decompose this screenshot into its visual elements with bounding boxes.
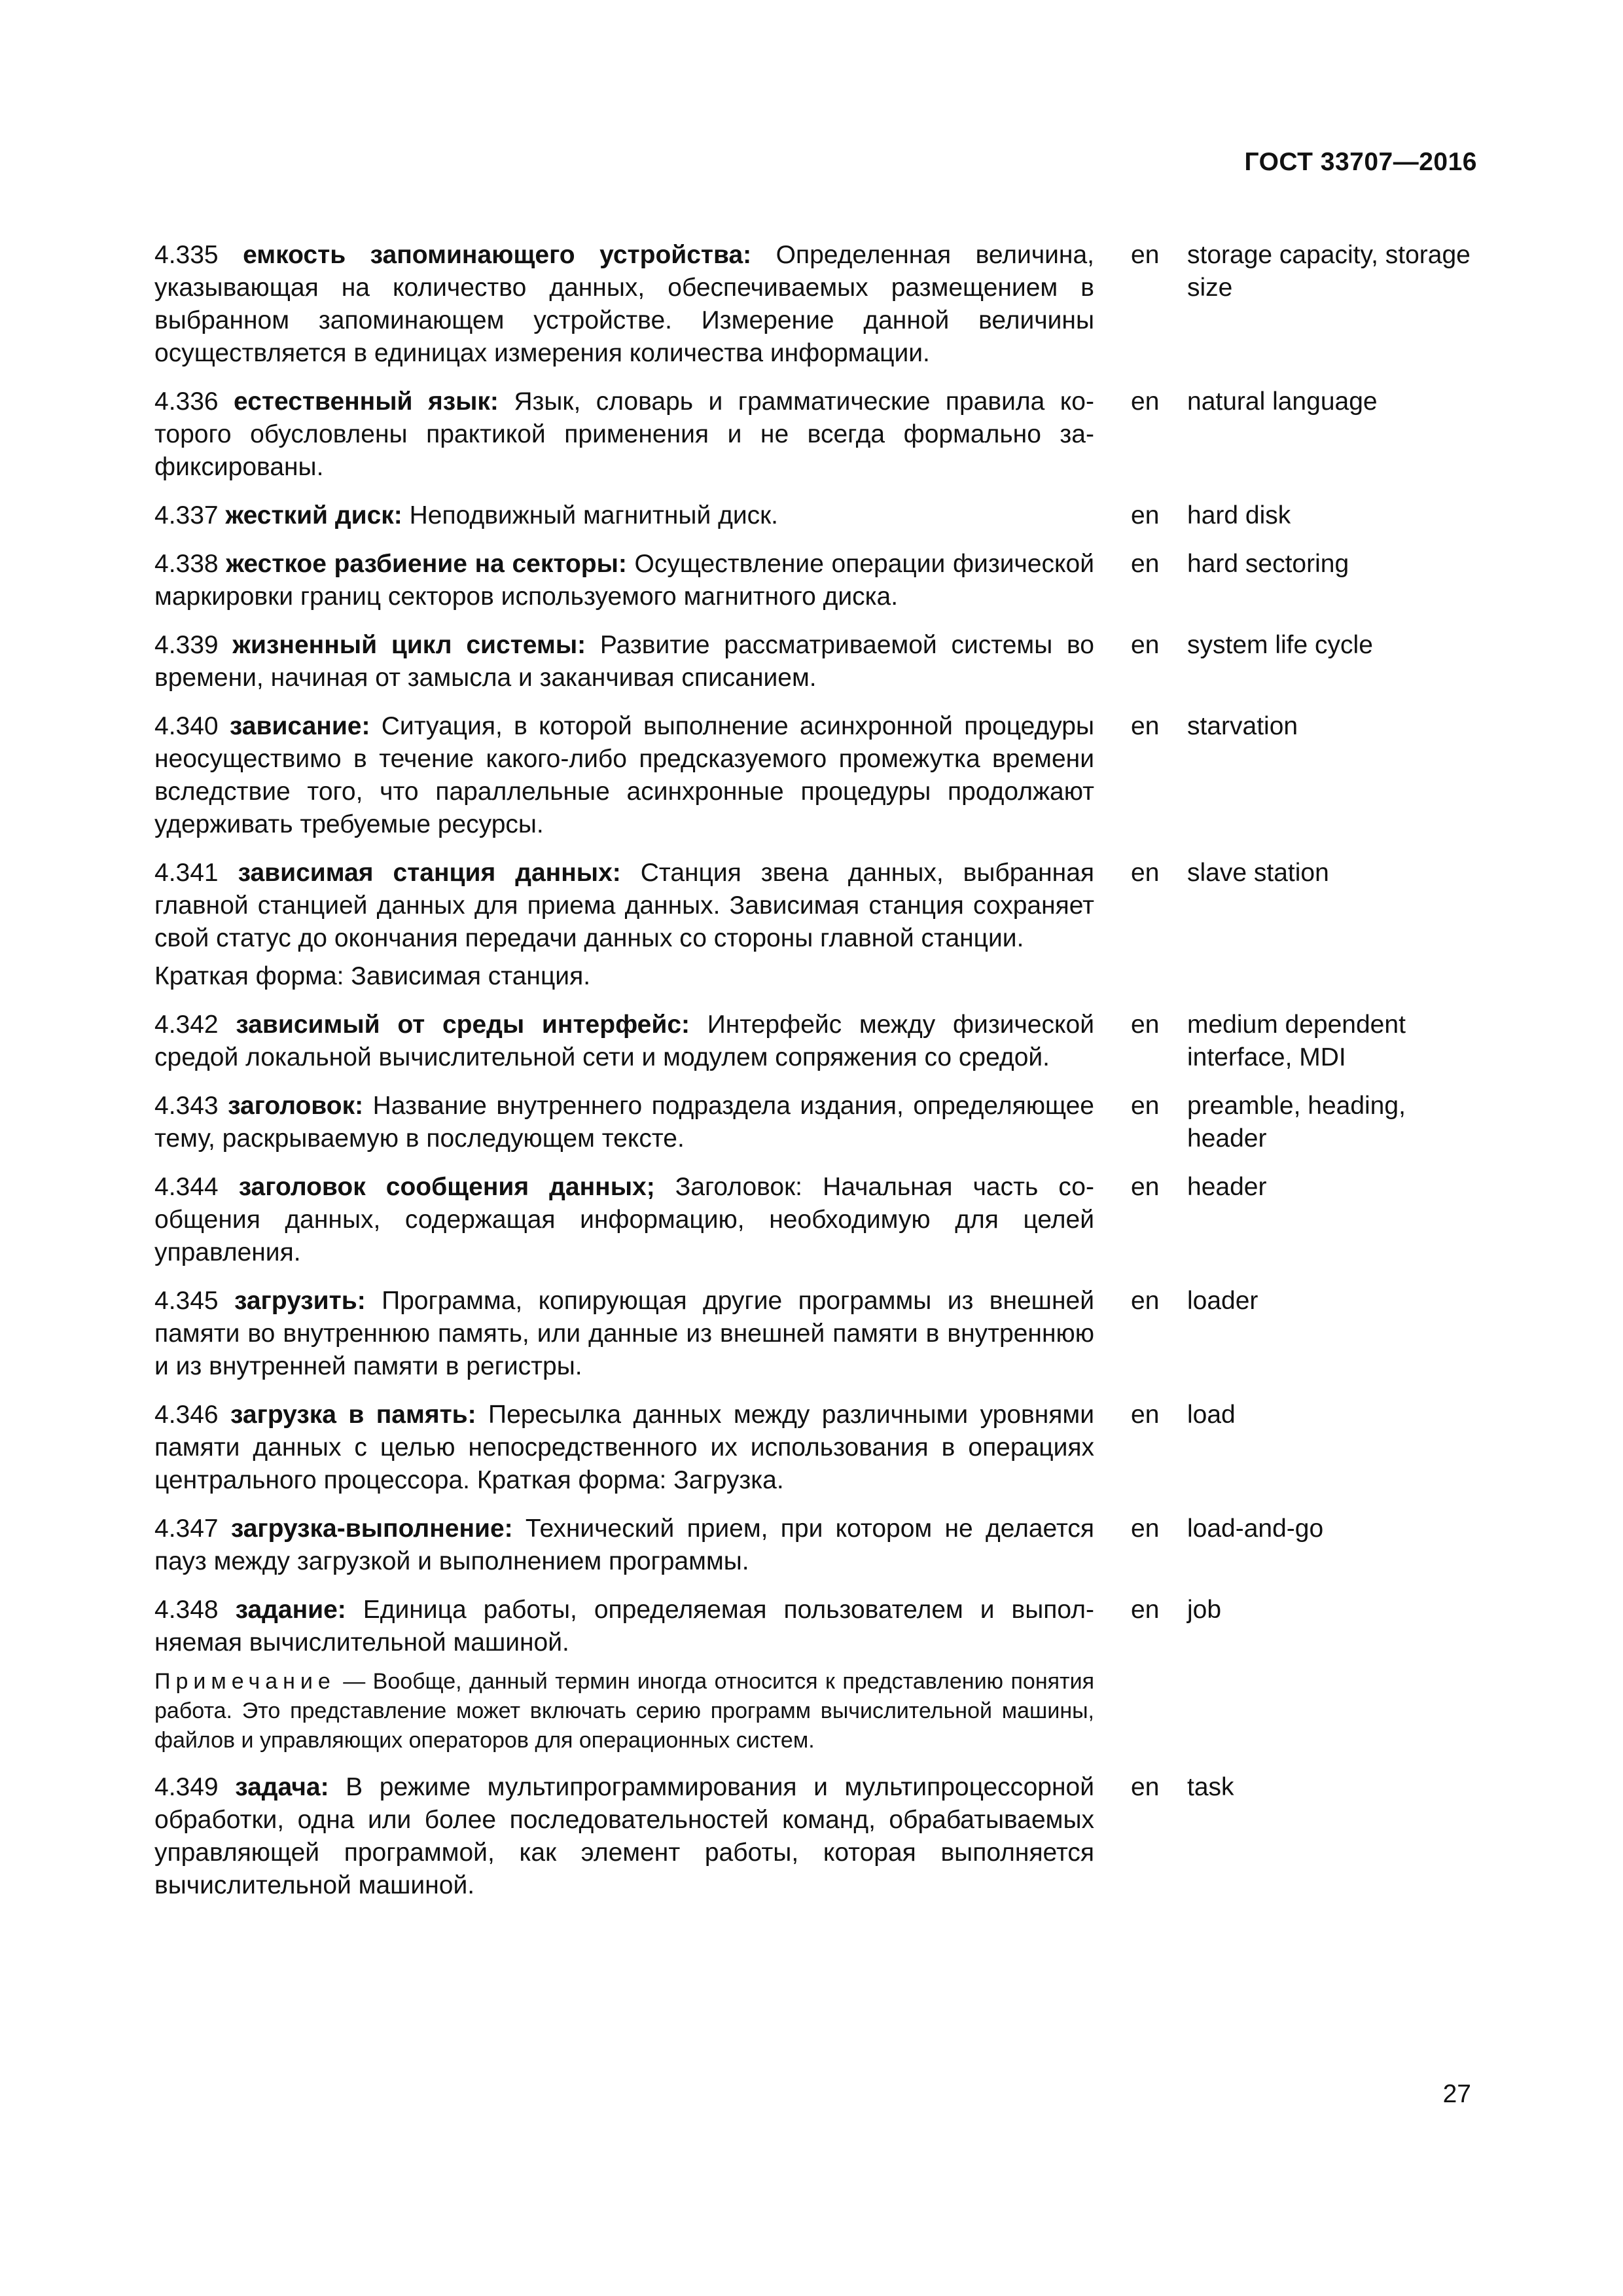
- language-code: en: [1131, 550, 1160, 578]
- note-label: Примечание: [154, 1669, 336, 1694]
- term-definition: В режиме мультипрограммирования и мультипроцессорной обработки, одна или более последовательностей команд, обрабатываемых управляющей программой, как элемент работы, которая выполняется вычислительной машиной.: [154, 1773, 1094, 1899]
- term-number: 4.343: [154, 1092, 219, 1120]
- term-number: 4.338: [154, 550, 219, 578]
- language-code: en: [1131, 1287, 1160, 1315]
- language-code: en: [1131, 1173, 1160, 1201]
- language-code: en: [1131, 631, 1160, 659]
- term-entry: [154, 1285, 1477, 1383]
- term-entry: [154, 629, 1477, 694]
- term-name: заголовок:: [228, 1092, 364, 1120]
- term-entry: [154, 499, 1477, 532]
- term-number: 4.340: [154, 712, 219, 740]
- term-entry: [154, 239, 1477, 370]
- english-equivalent: task: [1187, 1773, 1234, 1801]
- term-entry: [154, 1771, 1477, 1902]
- term-text: [154, 1090, 1094, 1155]
- term-text: [154, 239, 1094, 370]
- term-definition: Программа, копирующая другие программы из внешней памяти во внутреннюю память, или данные из внешней памяти в внутреннюю и из внутренней памяти в регистры.: [154, 1287, 1094, 1380]
- term-entry: [154, 548, 1477, 613]
- language-code: en: [1131, 712, 1160, 740]
- term-number: 4.337: [154, 501, 219, 529]
- term-definition: Определенная величина, указывающая на количество данных, обеспечиваемых размещением в выбранном запоминающем устройстве. Измерение данной величины осуществляется в единицах измерения количества информации.: [154, 241, 1094, 367]
- note-text: [154, 1667, 1094, 1755]
- english-equivalent: system life cycle: [1187, 631, 1373, 659]
- term-name: загрузить:: [234, 1287, 366, 1315]
- term-number: 4.335: [154, 241, 219, 269]
- english-equivalent: medium dependent interface, MDI: [1187, 1011, 1406, 1071]
- term-entry: [154, 1399, 1477, 1497]
- term-name: загрузка-выполнение:: [230, 1515, 513, 1543]
- language-code: en: [1131, 1092, 1160, 1120]
- term-definition: Единица работы, определяемая пользователем и выполняемая вычислительной машиной.: [154, 1596, 1094, 1657]
- english-equivalent: hard disk: [1187, 501, 1291, 529]
- english-equivalent: starvation: [1187, 712, 1298, 740]
- term-name: жесткое разбиение на секторы:: [226, 550, 627, 578]
- document-code-header: ГОСТ 33707—2016: [1244, 148, 1477, 176]
- english-equivalent: load-and-go: [1187, 1515, 1324, 1543]
- language-code: en: [1131, 1515, 1160, 1543]
- term-number: 4.346: [154, 1401, 219, 1429]
- term-entry: [154, 857, 1477, 993]
- english-equivalent: natural language: [1187, 387, 1378, 416]
- term-number: 4.341: [154, 859, 219, 887]
- term-name: зависимый от среды интерфейс:: [236, 1011, 690, 1039]
- term-definition: Название внутреннего подраздела издания, определяющее тему, раскрываемую в последующем тексте.: [154, 1092, 1094, 1153]
- english-equivalent: loader: [1187, 1287, 1258, 1315]
- term-entry: [154, 710, 1477, 841]
- term-text: [154, 1513, 1094, 1578]
- term-entry: [154, 1513, 1477, 1578]
- language-code: en: [1131, 1596, 1160, 1624]
- term-number: 4.336: [154, 387, 219, 416]
- term-name: естественный язык:: [234, 387, 499, 416]
- term-definition: Язык, словарь и грамматические правила которого обусловлены практикой применения и не всегда формально зафиксированы.: [154, 387, 1094, 481]
- term-definition: Неподвижный магнитный диск.: [402, 501, 779, 529]
- term-name: зависание:: [229, 712, 370, 740]
- term-text: [154, 857, 1094, 955]
- term-number: 4.347: [154, 1515, 219, 1543]
- note-body: — Вообще, данный термин иногда относится к представлению понятия работа. Это представление может включать серию программ вычислительной машины, файлов и управляющих операторов для операционных систем.: [154, 1669, 1094, 1753]
- term-text: [154, 1009, 1094, 1074]
- term-number: 4.344: [154, 1173, 219, 1201]
- language-code: en: [1131, 501, 1160, 529]
- term-text: [154, 499, 1094, 532]
- term-entries-list: [154, 239, 1477, 1918]
- language-code: en: [1131, 387, 1160, 416]
- term-number: 4.348: [154, 1596, 219, 1624]
- english-equivalent: load: [1187, 1401, 1236, 1429]
- term-entry: [154, 1009, 1477, 1074]
- term-text: [154, 1594, 1094, 1659]
- english-equivalent: storage capacity, storage size: [1187, 241, 1471, 302]
- term-number: 4.345: [154, 1287, 219, 1315]
- term-name: задание:: [235, 1596, 346, 1624]
- language-code: en: [1131, 1401, 1160, 1429]
- term-text: [154, 1771, 1094, 1902]
- english-equivalent: hard sectoring: [1187, 550, 1349, 578]
- term-entry: [154, 386, 1477, 484]
- page-number: 27: [1442, 2080, 1471, 2108]
- term-definition: Ситуация, в которой выполнение асинхронной процедуры неосуществимо в течение какого-либо предсказуемого промежутка времени вследствие того, что параллельные асинхронные процедуры продолжают удерживать требуемые ресурсы.: [154, 712, 1094, 838]
- term-entry: [154, 1090, 1477, 1155]
- term-definition: Технический прием, при котором не делается пауз между загрузкой и выполнением программы.: [154, 1515, 1094, 1575]
- language-code: en: [1131, 1773, 1160, 1801]
- term-definition: Интерфейс между физической средой локальной вычислительной сети и модулем сопряжения со средой.: [154, 1011, 1094, 1071]
- language-code: en: [1131, 241, 1160, 269]
- term-name: зависимая станция данных:: [238, 859, 621, 887]
- english-equivalent: job: [1187, 1596, 1222, 1624]
- term-definition: Осуществление операции физической маркировки границ секторов используемого магнитного диска.: [154, 550, 1094, 611]
- language-code: en: [1131, 1011, 1160, 1039]
- term-text: [154, 710, 1094, 841]
- term-text: [154, 1285, 1094, 1383]
- term-text: [154, 548, 1094, 613]
- short-form-text: Краткая форма: Зависимая станция.: [154, 962, 591, 990]
- term-name: жесткий диск:: [225, 501, 402, 529]
- term-text: [154, 629, 1094, 694]
- term-number: 4.342: [154, 1011, 219, 1039]
- term-definition: Станция звена данных, выбранная главной станцией данных для приема данных. Зависимая станция сохраняет свой статус до окончания передачи данных со стороны главной станции.: [154, 859, 1095, 952]
- language-code: en: [1131, 859, 1160, 887]
- term-definition: Развитие рассматриваемой системы во времени, начиная от замысла и заканчивая списанием.: [154, 631, 1094, 692]
- term-entry: [154, 1594, 1477, 1755]
- term-definition: Заголовок: Начальная часть сообщения данных, содержащая информацию, необходимую для целей управления.: [154, 1173, 1094, 1266]
- term-name: жизненный цикл системы:: [232, 631, 586, 659]
- term-name: заголовок сообщения данных;: [238, 1173, 655, 1201]
- term-number: 4.349: [154, 1773, 219, 1801]
- term-text: [154, 1399, 1094, 1497]
- term-definition: Пересылка данных между различными уровнями памяти данных с целью непосредственного их использования в операциях центрального процессора. Краткая форма: Загрузка.: [154, 1401, 1094, 1494]
- english-equivalent: preamble, heading, header: [1187, 1092, 1406, 1153]
- term-name: загрузка в память:: [230, 1401, 476, 1429]
- term-name: емкость запоминающего устройства:: [243, 241, 752, 269]
- term-entry: [154, 1171, 1477, 1269]
- term-number: 4.339: [154, 631, 219, 659]
- english-equivalent: slave station: [1187, 859, 1329, 887]
- term-text: [154, 386, 1094, 484]
- english-equivalent: header: [1187, 1173, 1267, 1201]
- term-text: [154, 1171, 1094, 1269]
- term-name: задача:: [235, 1773, 329, 1801]
